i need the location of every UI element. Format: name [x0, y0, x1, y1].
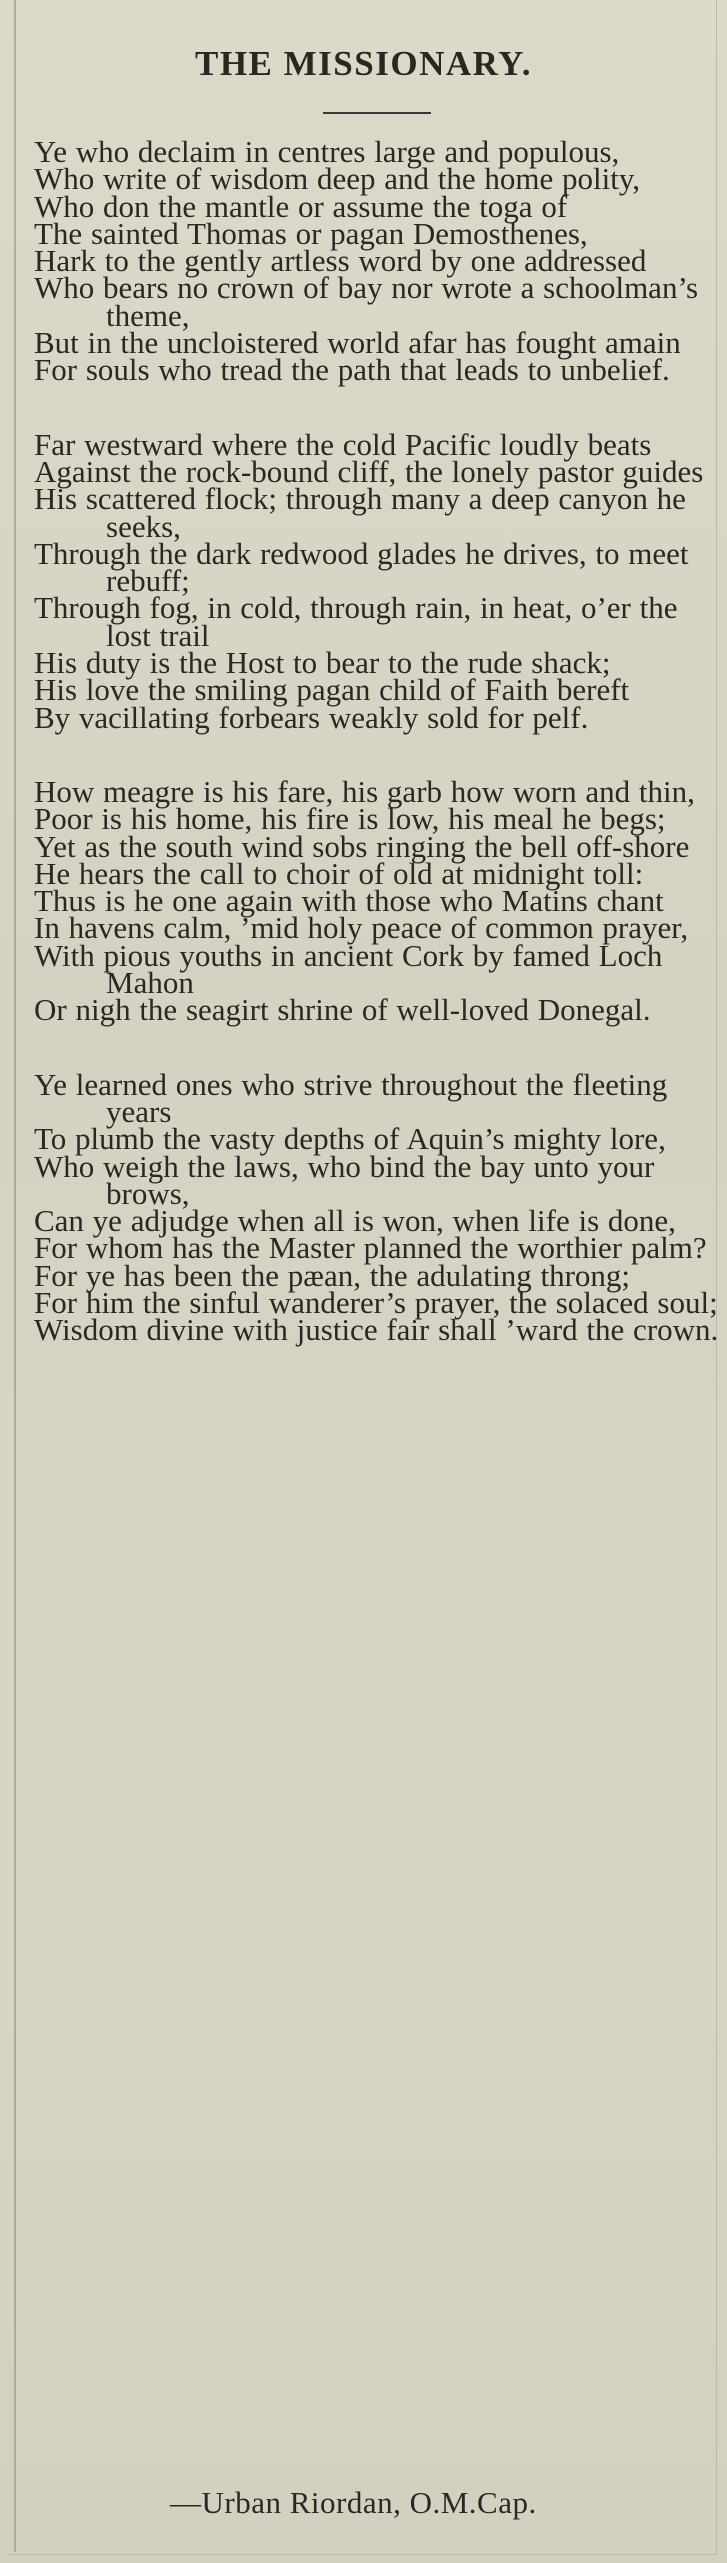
column-rule — [14, 0, 16, 2552]
stanza — [34, 134, 719, 388]
poem-body — [34, 134, 719, 1391]
poem-line: Wisdom divine with justice fair shall ’ward the crown. — [34, 1312, 719, 1348]
poem-line: For souls who tread the path that leads to unbelief. — [34, 352, 670, 388]
poem-line: He hears the call to choir of old at midnight toll: — [34, 855, 644, 891]
poem-line: His duty is the Host to bear to the rude shack; — [34, 645, 611, 681]
poem-line: Far westward where the cold Pacific loudly beats — [34, 426, 652, 462]
poem-line: Who write of wisdom deep and the home polity, — [34, 161, 641, 197]
poem-line: Yet as the south wind sobs ringing the bell off-shore — [34, 828, 690, 864]
stanza — [34, 1066, 719, 1348]
poem-line: For him the sinful wanderer’s prayer, the solaced soul; — [34, 1284, 718, 1320]
poem-line: His love the smiling pagan child of Faith bereft — [34, 672, 630, 708]
poem-line: With pious youths in ancient Cork by famed Loch Mahon — [34, 937, 663, 1001]
poem-line: Against the rock-bound cliff, the lonely pastor guides — [34, 453, 704, 489]
poem-line: Who bears no crown of bay nor wrote a schoolman’s theme, — [34, 270, 699, 333]
poem-line: The sainted Thomas or pagan Demosthenes, — [34, 215, 588, 251]
author-signature: —Urban Riordan, O.M.Cap. — [170, 2485, 537, 2520]
poem-line: Poor is his home, his fire is low, his meal he begs; — [34, 801, 666, 837]
stanza — [34, 773, 719, 1028]
poem-line: His scattered flock; through many a deep canyon he seeks, — [34, 481, 686, 544]
poem-line: But in the uncloistered world afar has fought amain — [34, 325, 681, 361]
poem-line: Who weigh the laws, who bind the bay unto your brows, — [34, 1148, 655, 1211]
poem-line: For whom has the Master planned the worthier palm? — [34, 1230, 707, 1266]
poem-line: By vacillating forbears weakly sold for pelf. — [34, 699, 589, 735]
poem-title: THE MISSIONARY. — [194, 44, 532, 83]
poem-line: Or nigh the seagirt shrine of well-loved Donegal. — [34, 992, 651, 1028]
poem-line: Who don the mantle or assume the toga of — [34, 188, 568, 224]
poem-line: In havens calm, ’mid holy peace of common prayer, — [34, 910, 689, 946]
title-divider — [323, 112, 431, 114]
poem-line: Ye who declaim in centres large and populous, — [34, 134, 620, 169]
stanza — [34, 426, 719, 735]
poem-line: To plumb the vasty depths of Aquin’s mighty lore, — [34, 1121, 666, 1157]
poem-line: Through the dark redwood glades he drives, to meet rebuff; — [34, 535, 689, 599]
poem-line: Can ye adjudge when all is won, when life is done, — [34, 1203, 676, 1239]
poem-line: Hark to the gently artless word by one addressed — [34, 243, 647, 279]
poem-line: Thus is he one again with those who Matins chant — [34, 883, 664, 919]
poem-line: Through fog, in cold, through rain, in heat, o’er the lost trail — [34, 590, 678, 653]
poem-line: Ye learned ones who strive throughout the fleeting years — [34, 1066, 668, 1129]
poem-line: For ye has been the pæan, the adulating throng; — [34, 1257, 631, 1293]
poem-line: How meagre is his fare, his garb how worn and thin, — [34, 773, 695, 809]
